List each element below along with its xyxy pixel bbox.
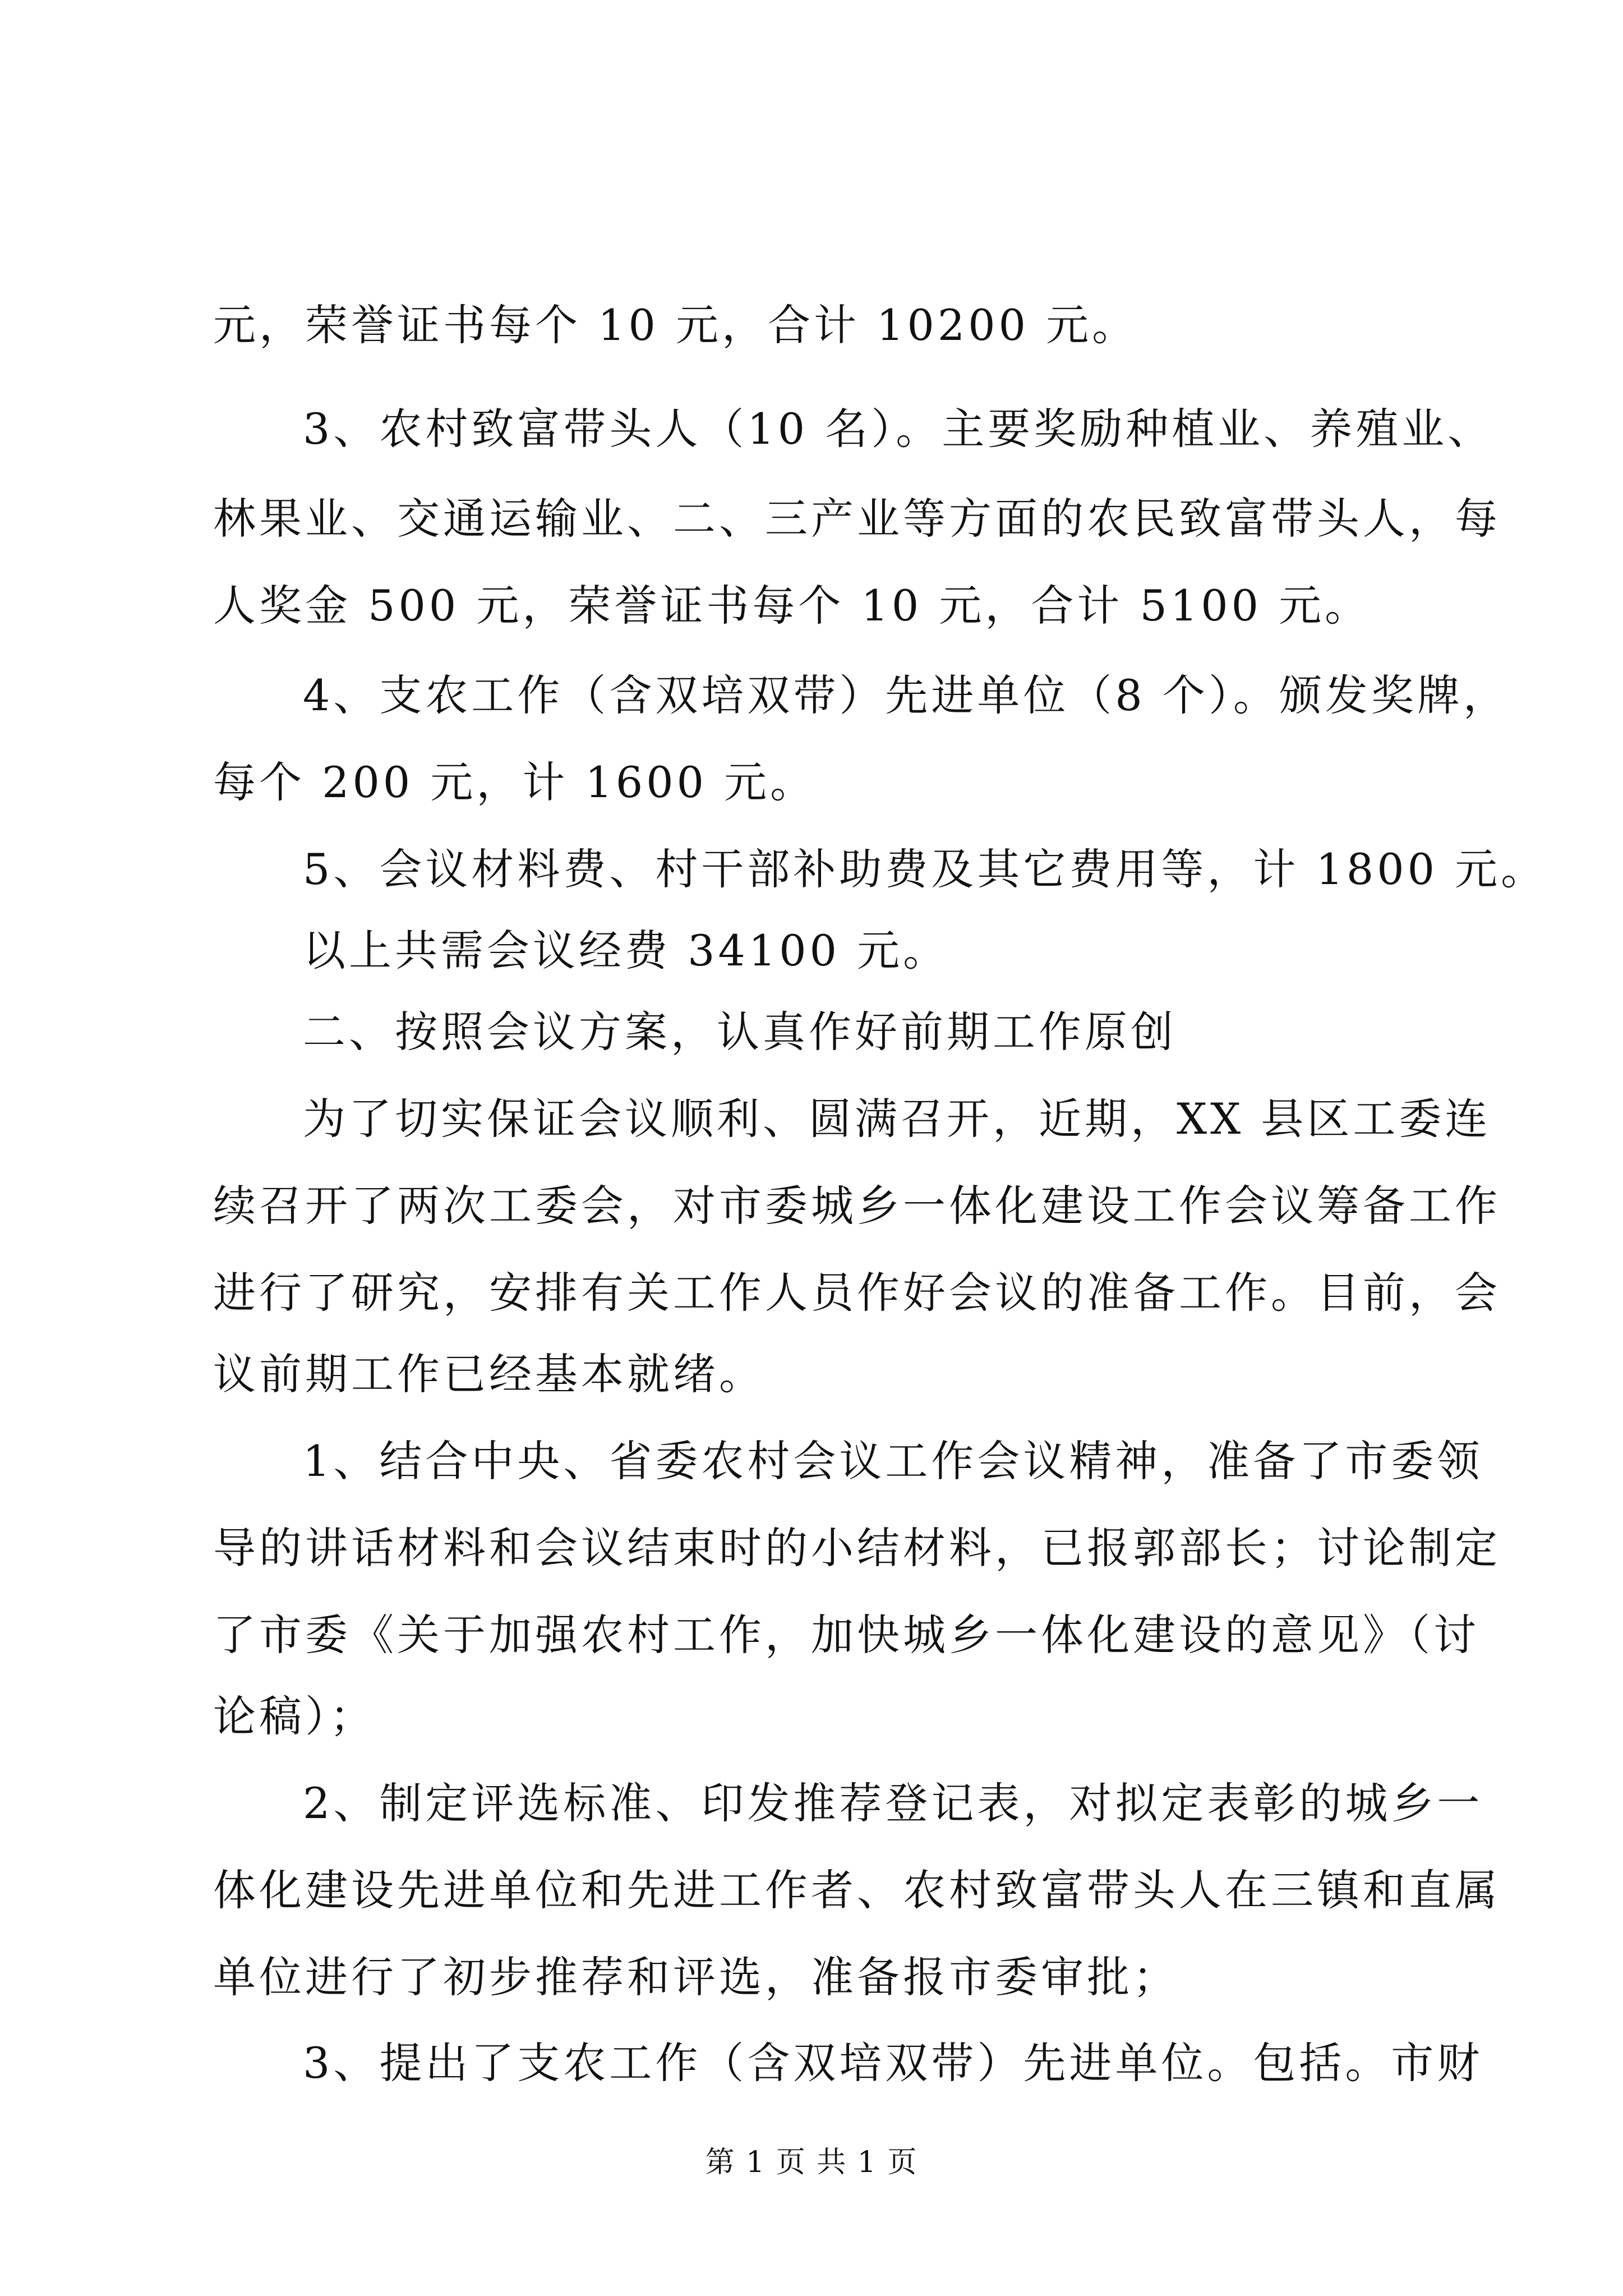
text-line: 3、提出了支农工作（含双培双带）先进单位。包括。市财 xyxy=(303,2038,1483,2088)
text-line: 2、制定评选标准、印发推荐登记表，对拟定表彰的城乡一 xyxy=(303,1778,1483,1828)
text-line: 每个 200 元，计 1600 元。 xyxy=(213,757,817,807)
text-line: 体化建设先进单位和先进工作者、农村致富带头人在三镇和直属 xyxy=(213,1865,1501,1915)
text-line: 3、农村致富带头人（10 名）。主要奖励种植业、养殖业、 xyxy=(303,404,1494,454)
text-line: 议前期工作已经基本就绪。 xyxy=(213,1349,765,1399)
text-line: 林果业、交通运输业、二、三产业等方面的农民致富带头人，每 xyxy=(213,494,1501,544)
text-line: 1、结合中央、省委农村会议工作会议精神，准备了市委领 xyxy=(303,1436,1483,1486)
text-line: 人奖金 500 元，荣誉证书每个 10 元，合计 5100 元。 xyxy=(213,581,1371,631)
section-heading: 二、按照会议方案，认真作好前期工作原创 xyxy=(303,1007,1177,1057)
text-line: 为了切实保证会议顺利、圆满召开，近期，XX 县区工委连 xyxy=(303,1094,1491,1144)
page-number-footer: 第 1 页 共 1 页 xyxy=(705,2146,918,2179)
text-line: 了市委《关于加强农村工作，加快城乡一体化建设的意见》（讨 xyxy=(213,1610,1479,1660)
text-line: 以上共需会议经费 34100 元。 xyxy=(303,926,949,976)
text-line: 导的讲话材料和会议结束时的小结材料，已报郭部长；讨论制定 xyxy=(213,1523,1501,1573)
text-line: 续召开了两次工委会，对市委城乡一体化建设工作会议筹备工作 xyxy=(213,1181,1501,1231)
text-line: 元，荣誉证书每个 10 元，合计 10200 元。 xyxy=(213,300,1138,350)
text-line: 论稿）； xyxy=(213,1691,376,1741)
text-line: 单位进行了初步推荐和评选，准备报市委审批； xyxy=(213,1952,1179,2002)
text-line: 进行了研究，安排有关工作人员作好会议的准备工作。目前，会 xyxy=(213,1268,1501,1318)
text-line: 5、会议材料费、村干部补助费及其它费用等，计 1800 元。 xyxy=(303,844,1547,894)
text-line: 4、支农工作（含双培双带）先进单位（8 个）。颁发奖牌， xyxy=(303,670,1509,720)
